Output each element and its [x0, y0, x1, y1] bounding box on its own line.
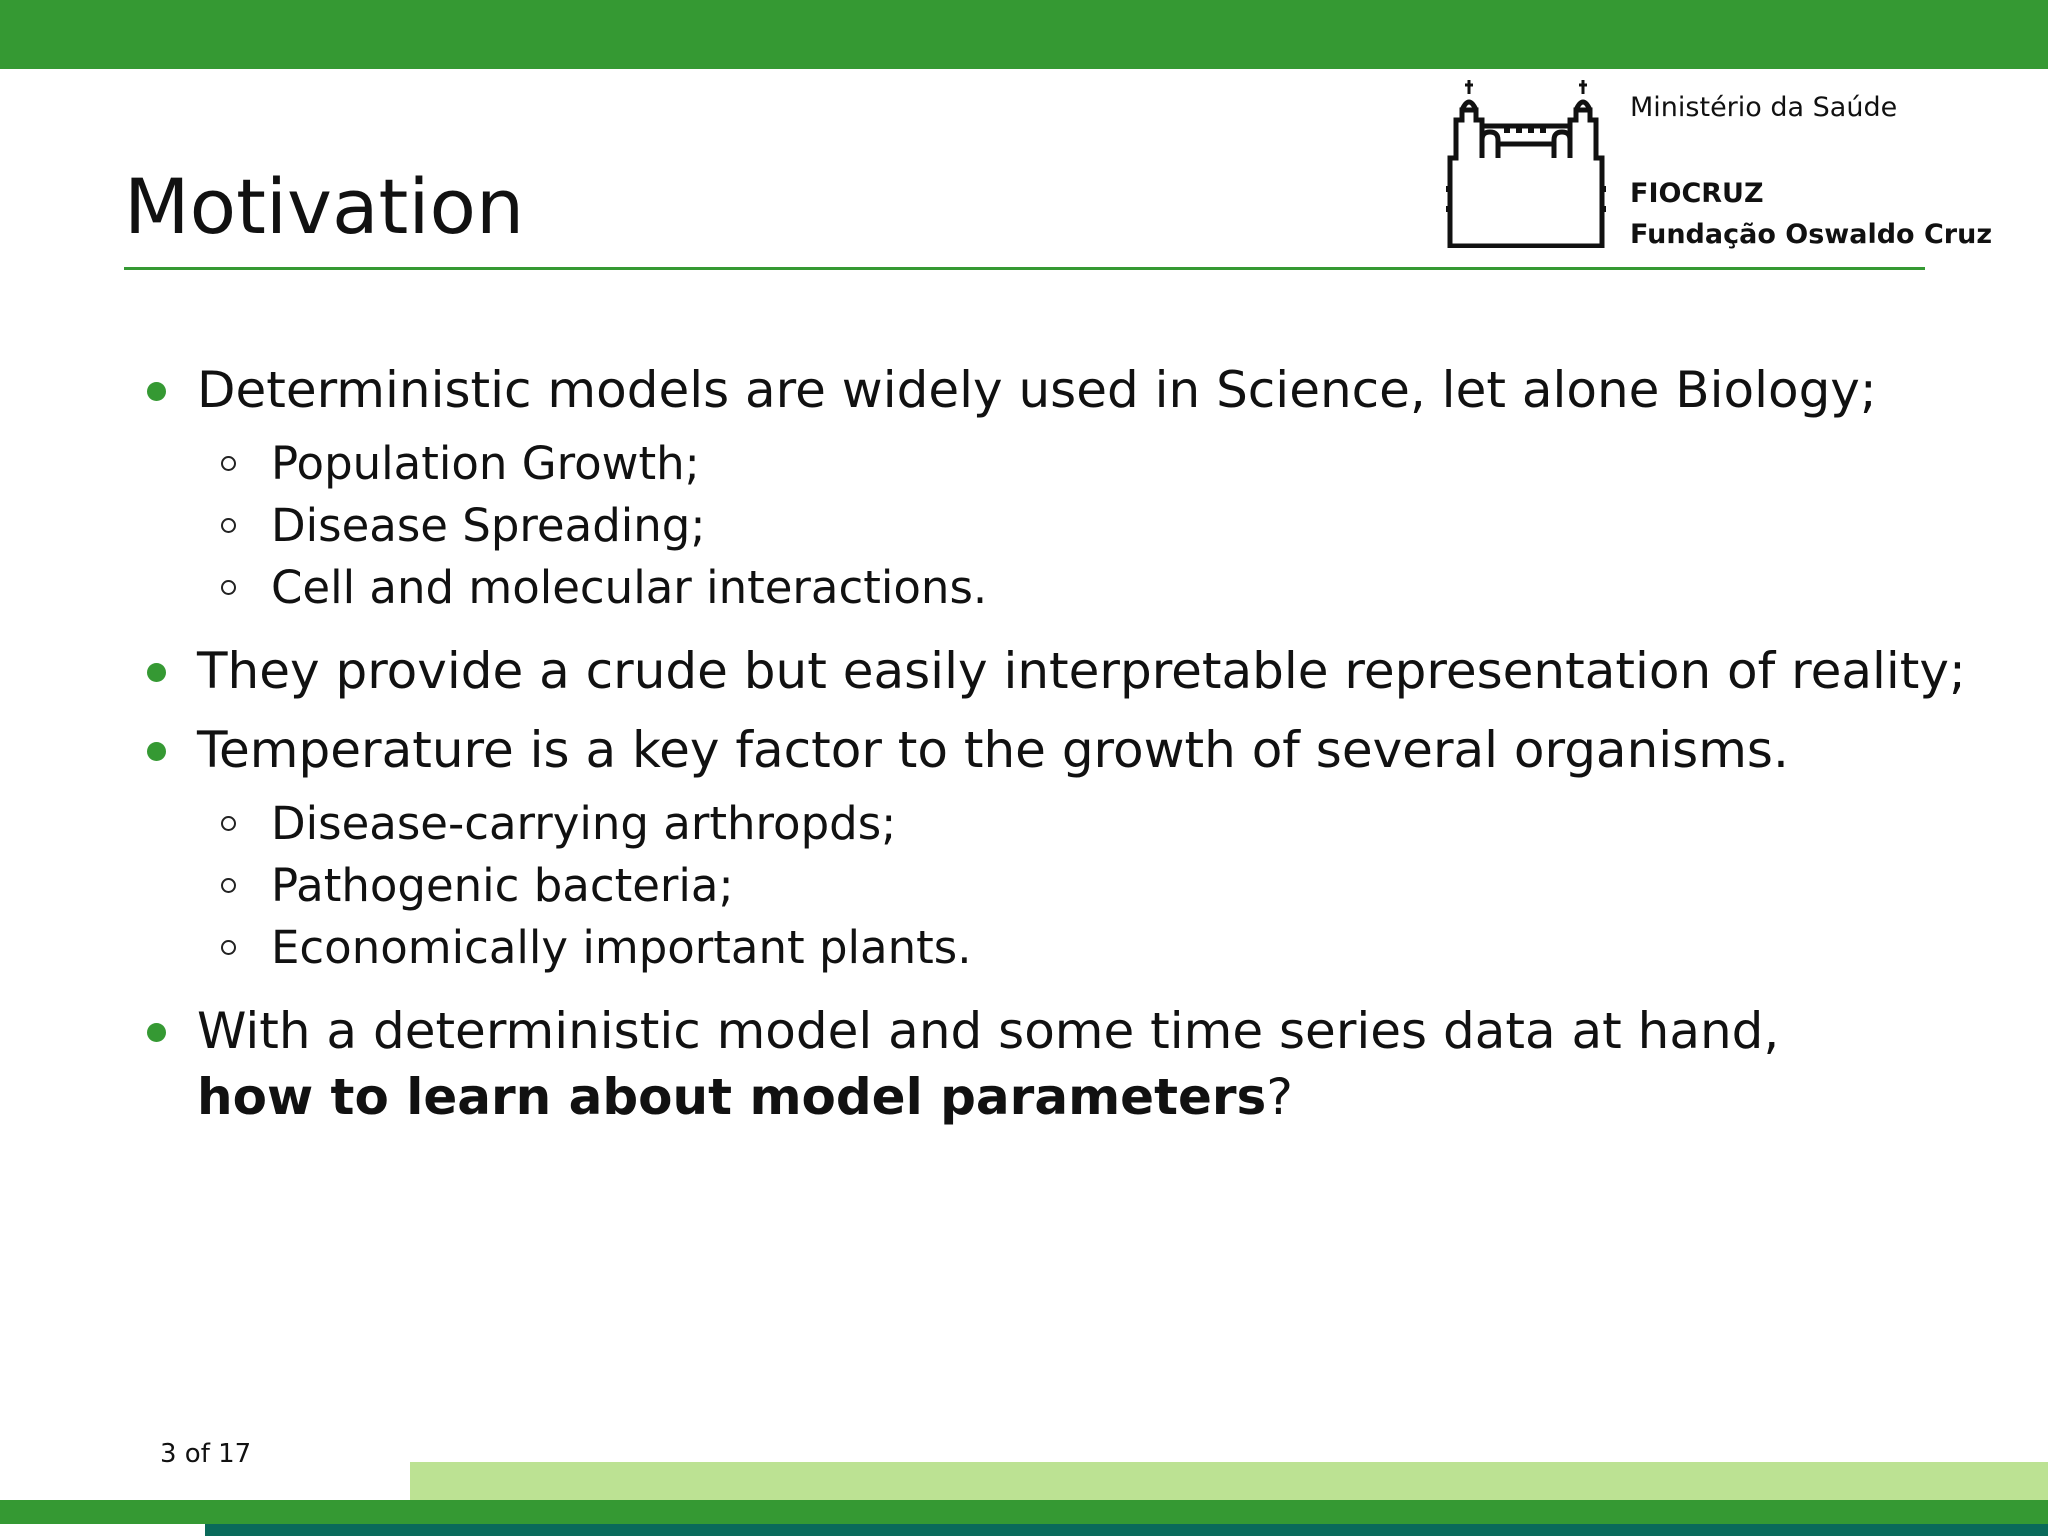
bullet-item: They provide a crude but easily interpretable representation of reality; [197, 642, 1966, 700]
fiocruz-castle-icon [1446, 76, 1606, 248]
fiocruz-logo [1446, 76, 1606, 248]
sub-bullet-item: Population Growth; [271, 437, 700, 490]
footer-light-bar [410, 1462, 2048, 1500]
fundacao-label: Fundação Oswaldo Cruz [1630, 219, 1993, 250]
sub-bullet-marker [221, 940, 236, 955]
bullet-text: With a deterministic model and some time series data at hand, [197, 1002, 1780, 1060]
sub-bullet-marker [221, 580, 236, 595]
sub-bullet-item: Disease Spreading; [271, 499, 706, 552]
bullet-marker [147, 742, 166, 761]
bullet-item [197, 998, 1897, 1130]
title-divider [124, 267, 1925, 270]
sub-bullet-item: Disease-carrying arthropds; [271, 797, 897, 850]
sub-bullet-marker [221, 456, 236, 471]
sub-bullet-marker [221, 518, 236, 533]
page-number: 3 of 17 [160, 1439, 252, 1469]
bullet-item: Deterministic models are widely used in Science, let alone Biology; [197, 361, 1877, 419]
sub-bullet-marker [221, 878, 236, 893]
ministerio-label: Ministério da Saúde [1630, 92, 1898, 123]
bullet-marker [147, 1023, 166, 1042]
sub-bullet-marker [221, 816, 236, 831]
bullet-emphasis: how to learn about model parameters [197, 1068, 1267, 1126]
bullet-item: Temperature is a key factor to the growth of several organisms. [197, 721, 1789, 779]
bullet-text-end: ? [1266, 1068, 1293, 1126]
bullet-marker [147, 382, 166, 401]
slide-title: Motivation [124, 162, 525, 251]
sub-bullet-item: Economically important plants. [271, 921, 972, 974]
top-banner [0, 0, 2048, 69]
fiocruz-label: FIOCRUZ [1630, 178, 1764, 209]
bullet-marker [147, 663, 166, 682]
sub-bullet-item: Pathogenic bacteria; [271, 859, 734, 912]
sub-bullet-item: Cell and molecular interactions. [271, 561, 988, 614]
footer-green-bar [0, 1500, 2048, 1524]
footer-teal-bar [205, 1524, 2048, 1536]
